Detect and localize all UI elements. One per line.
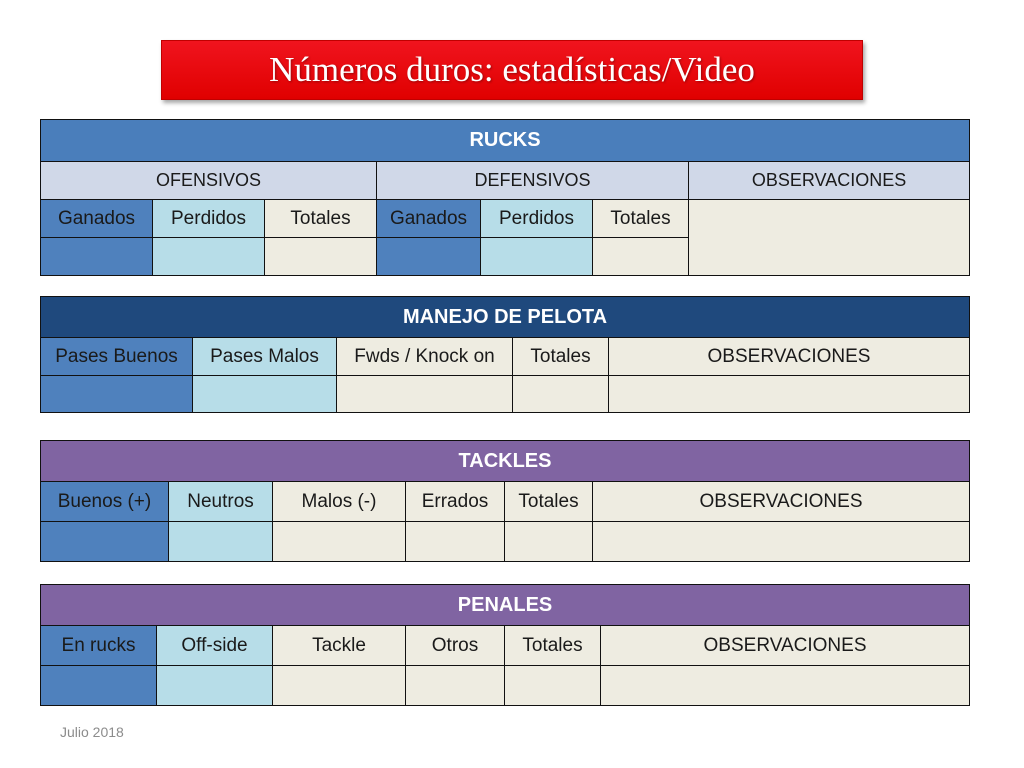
rucks-group-defensivos: DEFENSIVOS [377,162,689,200]
manejo-table [40,296,970,413]
rucks-table [40,119,970,276]
tackles-col-observaciones: OBSERVACIONES [593,482,970,522]
tackles-value-cell[interactable] [406,522,505,562]
penales-value-cell[interactable] [157,666,273,706]
tackles-header: TACKLES [41,441,970,482]
penales-value-cell[interactable] [41,666,157,706]
page-title: Números duros: estadísticas/Video [269,50,755,89]
tackles-col-errados: Errados [406,482,505,522]
tackles-value-cell[interactable] [41,522,169,562]
penales-col-totales: Totales [505,626,601,666]
footer-date: Julio 2018 [60,724,124,740]
penales-value-cell[interactable] [273,666,406,706]
tackles-value-cell[interactable] [273,522,406,562]
manejo-value-cell[interactable] [41,376,193,413]
tackles-col-buenos: Buenos (+) [41,482,169,522]
penales-observaciones-cell[interactable] [601,666,970,706]
penales-value-cell[interactable] [505,666,601,706]
rucks-value-cell[interactable] [593,238,689,276]
rucks-col-ganados-of: Ganados [41,200,153,238]
rucks-value-cell[interactable] [41,238,153,276]
rucks-value-cell[interactable] [481,238,593,276]
manejo-value-cell[interactable] [337,376,513,413]
rucks-value-cell[interactable] [377,238,481,276]
penales-col-tackle: Tackle [273,626,406,666]
penales-col-observaciones: OBSERVACIONES [601,626,970,666]
manejo-header: MANEJO DE PELOTA [41,297,970,338]
tackles-table [40,440,970,562]
manejo-value-cell[interactable] [193,376,337,413]
manejo-col-observaciones: OBSERVACIONES [609,338,970,376]
rucks-value-cell[interactable] [153,238,265,276]
manejo-observaciones-cell[interactable] [609,376,970,413]
tackles-observaciones-cell[interactable] [593,522,970,562]
tackles-col-malos: Malos (-) [273,482,406,522]
rucks-col-perdidos-def: Perdidos [481,200,593,238]
penales-col-off-side: Off-side [157,626,273,666]
rucks-col-perdidos-of: Perdidos [153,200,265,238]
manejo-col-totales: Totales [513,338,609,376]
manejo-col-fwds-knock-on: Fwds / Knock on [337,338,513,376]
rucks-observaciones-cell[interactable] [689,200,970,276]
penales-value-cell[interactable] [406,666,505,706]
rucks-col-totales-def: Totales [593,200,689,238]
rucks-col-ganados-def: Ganados [377,200,481,238]
rucks-value-cell[interactable] [265,238,377,276]
rucks-group-observaciones: OBSERVACIONES [689,162,970,200]
tackles-col-totales: Totales [505,482,593,522]
rucks-group-ofensivos: OFENSIVOS [41,162,377,200]
tackles-value-cell[interactable] [169,522,273,562]
penales-table [40,584,970,706]
tackles-value-cell[interactable] [505,522,593,562]
manejo-col-pases-malos: Pases Malos [193,338,337,376]
penales-col-otros: Otros [406,626,505,666]
rucks-col-totales-of: Totales [265,200,377,238]
rucks-header: RUCKS [41,120,970,162]
title-banner [161,40,863,100]
manejo-col-pases-buenos: Pases Buenos [41,338,193,376]
manejo-value-cell[interactable] [513,376,609,413]
penales-col-en-rucks: En rucks [41,626,157,666]
tackles-col-neutros: Neutros [169,482,273,522]
penales-header: PENALES [41,585,970,626]
